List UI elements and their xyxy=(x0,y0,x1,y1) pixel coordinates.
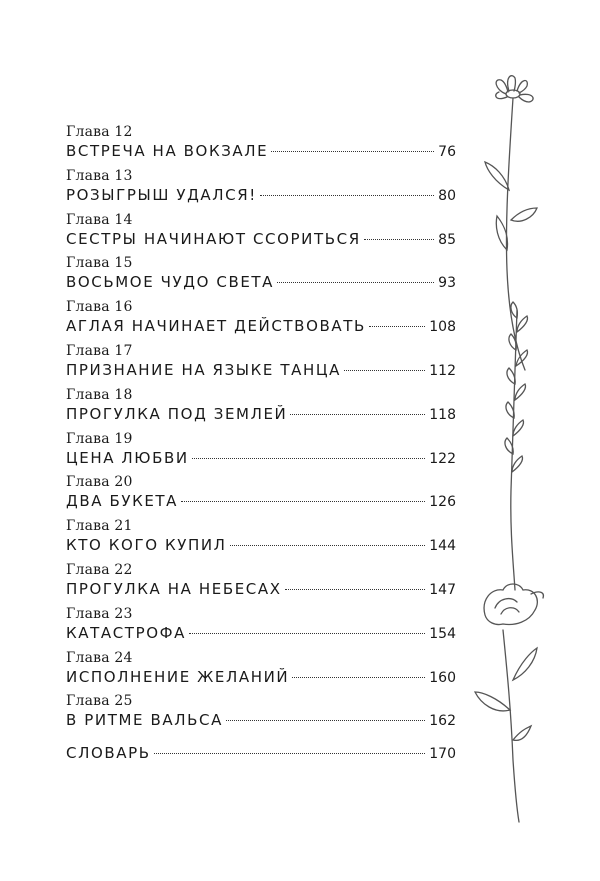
chapter-label: Глава 18 xyxy=(66,386,133,403)
chapter-row xyxy=(66,360,456,380)
chapter-row xyxy=(66,667,456,687)
dot-leader xyxy=(260,195,434,196)
chapter-row xyxy=(66,316,456,336)
toc-entry xyxy=(66,299,456,343)
page-number: 85 xyxy=(438,231,456,248)
chapter-label: Глава 22 xyxy=(66,561,133,578)
toc-entry xyxy=(66,562,456,606)
chapter-title: СЕСТРЫ НАЧИНАЮТ ССОРИТЬСЯ xyxy=(66,229,361,248)
page-number: 108 xyxy=(429,319,456,336)
page-number: 93 xyxy=(438,275,456,292)
dot-leader xyxy=(285,589,426,590)
toc-entry xyxy=(66,255,456,299)
toc-entry xyxy=(66,474,456,518)
toc-entry xyxy=(66,650,456,694)
appendix-title: СЛОВАРЬ xyxy=(66,744,151,763)
chapter-row xyxy=(66,229,456,249)
dot-leader xyxy=(364,239,434,240)
toc-entry xyxy=(66,606,456,650)
page-number: 162 xyxy=(429,713,456,730)
dot-leader xyxy=(226,720,425,721)
wildflowers-icon xyxy=(455,70,565,830)
dot-leader xyxy=(292,677,425,678)
chapter-row xyxy=(66,448,456,468)
chapter-label: Глава 23 xyxy=(66,605,133,622)
toc-entry xyxy=(66,343,456,387)
chapter-row xyxy=(66,141,456,161)
chapter-title: ВОСЬМОЕ ЧУДО СВЕТА xyxy=(66,273,275,292)
chapter-title: РОЗЫГРЫШ УДАЛСЯ! xyxy=(66,185,257,204)
chapter-title: КТО КОГО КУПИЛ xyxy=(66,536,227,555)
chapter-label: Глава 20 xyxy=(66,474,133,491)
chapter-title: ПРОГУЛКА НА НЕБЕСАХ xyxy=(66,579,282,598)
chapter-label: Глава 21 xyxy=(66,518,133,535)
toc-entry xyxy=(66,168,456,212)
chapter-title: ИСПОЛНЕНИЕ ЖЕЛАНИЙ xyxy=(66,667,290,686)
chapter-row xyxy=(66,623,456,643)
chapter-title: ЦЕНА ЛЮБВИ xyxy=(66,448,189,467)
chapter-label: Глава 14 xyxy=(66,211,133,228)
dot-leader xyxy=(189,633,425,634)
chapter-row xyxy=(66,710,456,730)
page-number: 122 xyxy=(429,450,456,467)
dot-leader xyxy=(230,545,426,546)
chapter-row xyxy=(66,535,456,555)
chapter-label: Глава 19 xyxy=(66,430,133,447)
table-of-contents xyxy=(66,124,456,763)
appendix-page-number: 170 xyxy=(429,746,456,763)
chapter-label: Глава 25 xyxy=(66,693,133,710)
toc-entry xyxy=(66,518,456,562)
page-number: 80 xyxy=(438,187,456,204)
page-number: 76 xyxy=(438,144,456,160)
page-number: 144 xyxy=(429,538,456,555)
page-number: 112 xyxy=(429,362,456,379)
chapter-title: ПРИЗНАНИЕ НА ЯЗЫКЕ ТАНЦА xyxy=(66,360,341,379)
chapter-title: ДВА БУКЕТА xyxy=(66,492,179,511)
chapter-title: ВСТРЕЧА НА ВОКЗАЛЕ xyxy=(66,142,269,160)
toc-entry xyxy=(66,693,456,737)
dot-leader xyxy=(369,326,425,327)
chapter-title: АГЛАЯ НАЧИНАЕТ ДЕЙСТВОВАТЬ xyxy=(66,317,366,336)
page-number: 118 xyxy=(429,406,456,423)
toc-entry xyxy=(66,387,456,431)
chapter-title: В РИТМЕ ВАЛЬСА xyxy=(66,711,223,730)
dot-leader xyxy=(181,501,425,502)
toc-entry xyxy=(66,431,456,475)
chapter-row xyxy=(66,185,456,205)
dot-leader xyxy=(154,753,426,754)
chapter-label: Глава 12 xyxy=(66,124,133,140)
dot-leader xyxy=(344,370,425,371)
dot-leader xyxy=(271,151,434,152)
page-number: 126 xyxy=(429,494,456,511)
chapter-title: КАТАСТРОФА xyxy=(66,623,186,642)
page-number: 147 xyxy=(429,581,456,598)
dot-leader xyxy=(277,282,434,283)
chapter-label: Глава 15 xyxy=(66,255,133,272)
chapter-label: Глава 13 xyxy=(66,167,133,184)
toc-entry xyxy=(66,212,456,256)
appendix-row xyxy=(66,743,456,763)
chapter-label: Глава 17 xyxy=(66,342,133,359)
toc-entry xyxy=(66,124,456,168)
chapter-title: ПРОГУЛКА ПОД ЗЕМЛЕЙ xyxy=(66,404,288,423)
chapter-row xyxy=(66,491,456,511)
chapter-label: Глава 24 xyxy=(66,649,133,666)
page-number: 154 xyxy=(429,625,456,642)
chapter-row xyxy=(66,272,456,292)
chapter-row xyxy=(66,404,456,424)
dot-leader xyxy=(192,458,426,459)
chapter-row xyxy=(66,579,456,599)
dot-leader xyxy=(290,414,425,415)
page-number: 160 xyxy=(429,669,456,686)
chapter-label: Глава 16 xyxy=(66,299,133,316)
